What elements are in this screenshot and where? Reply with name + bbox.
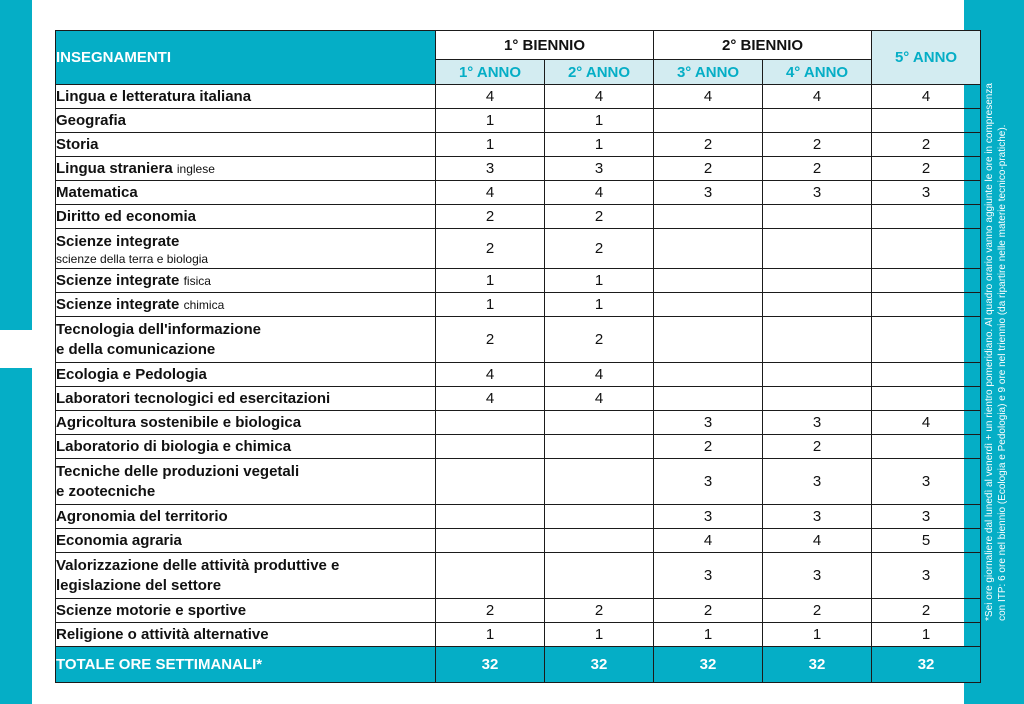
hours-cell: 4 bbox=[545, 85, 654, 109]
subject-cell bbox=[56, 293, 436, 317]
hours-cell bbox=[436, 435, 545, 459]
total-cell: 32 bbox=[436, 647, 545, 683]
subject-name: Lingua straniera bbox=[56, 159, 173, 177]
hours-cell: 3 bbox=[654, 411, 763, 435]
hours-cell: 2 bbox=[545, 229, 654, 269]
subject-name: Laboratorio di biologia e chimica bbox=[56, 437, 292, 455]
subject-cell bbox=[56, 411, 436, 435]
hours-cell: 1 bbox=[436, 623, 545, 647]
hours-cell bbox=[872, 205, 981, 229]
subject-name: Storia bbox=[56, 135, 99, 153]
hours-cell: 3 bbox=[763, 553, 872, 599]
hours-cell bbox=[763, 229, 872, 269]
subject-cell bbox=[56, 157, 436, 181]
hours-cell bbox=[545, 505, 654, 529]
hours-cell: 4 bbox=[763, 529, 872, 553]
hours-cell bbox=[545, 529, 654, 553]
hours-cell: 2 bbox=[654, 157, 763, 181]
hours-cell: 3 bbox=[654, 553, 763, 599]
hours-cell: 1 bbox=[872, 623, 981, 647]
subject-name: Laboratori tecnologici ed esercitazioni bbox=[56, 389, 331, 407]
subjects-header: INSEGNAMENTI bbox=[56, 31, 436, 85]
footnote-line: con ITP: 6 ore nel biennio (Ecologia e Pedologia) e 9 ore nel triennio (da ripartire nelle materie tecnico-pratiche). bbox=[997, 124, 1008, 621]
subject-name: Agricoltura sostenibile e biologica bbox=[56, 413, 302, 431]
table-row bbox=[56, 293, 981, 317]
footnote-line: *Sei ore giornaliere dal lunedì al venerdì + un rientro pomeridiano. Al quadro orario vanno aggiunte le ore in compresenza bbox=[984, 83, 995, 621]
hours-cell: 2 bbox=[436, 229, 545, 269]
hours-cell: 3 bbox=[872, 553, 981, 599]
subject-name: Lingua e letteratura italiana bbox=[56, 87, 252, 105]
hours-cell bbox=[872, 229, 981, 269]
hours-cell: 2 bbox=[763, 599, 872, 623]
hours-cell: 4 bbox=[436, 181, 545, 205]
hours-cell: 2 bbox=[545, 599, 654, 623]
hours-cell: 2 bbox=[872, 133, 981, 157]
hours-cell bbox=[654, 363, 763, 387]
hours-cell bbox=[654, 293, 763, 317]
hours-cell: 4 bbox=[436, 85, 545, 109]
subject-name: Agronomia del territorio bbox=[56, 507, 228, 525]
hours-cell: 3 bbox=[654, 505, 763, 529]
hours-cell: 1 bbox=[436, 269, 545, 293]
hours-cell bbox=[654, 229, 763, 269]
hours-cell bbox=[763, 109, 872, 133]
table-row bbox=[56, 387, 981, 411]
hours-cell bbox=[545, 459, 654, 505]
subject-name: Scienze integrate bbox=[56, 295, 180, 313]
hours-cell: 4 bbox=[545, 181, 654, 205]
total-label: TOTALE ORE SETTIMANALI* bbox=[56, 647, 436, 683]
hours-cell: 1 bbox=[654, 623, 763, 647]
hours-cell: 4 bbox=[436, 387, 545, 411]
hours-cell: 2 bbox=[872, 157, 981, 181]
subject-cell bbox=[56, 269, 436, 293]
subject-name-line2: legislazione del settore bbox=[56, 576, 222, 594]
table-row bbox=[56, 317, 981, 363]
hours-cell: 5 bbox=[872, 529, 981, 553]
quinto-anno-header: 5° ANNO bbox=[872, 31, 981, 85]
subject-cell bbox=[56, 133, 436, 157]
hours-cell: 1 bbox=[545, 293, 654, 317]
hours-cell: 1 bbox=[545, 109, 654, 133]
hours-cell: 2 bbox=[763, 435, 872, 459]
table-row bbox=[56, 157, 981, 181]
hours-cell bbox=[436, 553, 545, 599]
year-header: 1° ANNO bbox=[436, 60, 545, 85]
subject-name: Geografia bbox=[56, 111, 127, 129]
hours-cell: 3 bbox=[545, 157, 654, 181]
hours-cell: 2 bbox=[763, 157, 872, 181]
hours-cell: 4 bbox=[872, 411, 981, 435]
subject-note: chimica bbox=[183, 297, 225, 312]
biennio1-header: 1° BIENNIO bbox=[436, 31, 654, 60]
total-row bbox=[56, 647, 981, 683]
hours-cell bbox=[872, 269, 981, 293]
subject-name: Scienze integrate bbox=[56, 232, 180, 250]
hours-cell bbox=[436, 529, 545, 553]
subject-cell bbox=[56, 505, 436, 529]
hours-cell bbox=[654, 109, 763, 133]
subject-cell bbox=[56, 435, 436, 459]
hours-cell bbox=[545, 411, 654, 435]
hours-cell: 3 bbox=[654, 459, 763, 505]
hours-cell bbox=[763, 293, 872, 317]
hours-cell: 3 bbox=[436, 157, 545, 181]
table-row bbox=[56, 109, 981, 133]
subject-name: Economia agraria bbox=[56, 531, 182, 549]
hours-cell bbox=[763, 269, 872, 293]
table-body bbox=[56, 85, 981, 647]
hours-cell: 3 bbox=[763, 505, 872, 529]
hours-cell: 4 bbox=[545, 387, 654, 411]
hours-cell: 2 bbox=[763, 133, 872, 157]
hours-cell: 1 bbox=[436, 133, 545, 157]
hours-cell: 2 bbox=[436, 205, 545, 229]
table-row bbox=[56, 269, 981, 293]
table-row bbox=[56, 85, 981, 109]
hours-cell bbox=[654, 317, 763, 363]
subject-cell bbox=[56, 317, 436, 363]
hours-cell: 2 bbox=[654, 599, 763, 623]
hours-cell: 3 bbox=[872, 505, 981, 529]
hours-cell bbox=[872, 387, 981, 411]
hours-cell: 1 bbox=[545, 623, 654, 647]
hours-cell bbox=[872, 293, 981, 317]
hours-cell bbox=[872, 317, 981, 363]
table-row bbox=[56, 505, 981, 529]
hours-cell: 1 bbox=[436, 293, 545, 317]
hours-cell bbox=[763, 205, 872, 229]
hours-cell: 4 bbox=[654, 529, 763, 553]
table-row bbox=[56, 623, 981, 647]
hours-cell bbox=[872, 435, 981, 459]
table-row bbox=[56, 553, 981, 599]
table-row bbox=[56, 411, 981, 435]
table-row bbox=[56, 529, 981, 553]
subject-name: Religione o attività alternative bbox=[56, 625, 269, 643]
subject-cell bbox=[56, 181, 436, 205]
hours-cell bbox=[545, 553, 654, 599]
subject-name: Valorizzazione delle attività produttive e bbox=[56, 556, 340, 574]
subject-cell bbox=[56, 553, 436, 599]
total-cell: 32 bbox=[654, 647, 763, 683]
year-header: 3° ANNO bbox=[654, 60, 763, 85]
hours-cell: 3 bbox=[763, 411, 872, 435]
table-row bbox=[56, 181, 981, 205]
year-header: 2° ANNO bbox=[545, 60, 654, 85]
footnote bbox=[970, 0, 1022, 704]
subject-cell bbox=[56, 529, 436, 553]
hours-cell: 1 bbox=[436, 109, 545, 133]
hours-cell: 3 bbox=[654, 181, 763, 205]
hours-cell: 2 bbox=[545, 317, 654, 363]
hours-cell bbox=[654, 387, 763, 411]
table-row bbox=[56, 435, 981, 459]
total-cell: 32 bbox=[763, 647, 872, 683]
hours-cell: 4 bbox=[654, 85, 763, 109]
hours-cell: 2 bbox=[654, 133, 763, 157]
subject-cell bbox=[56, 387, 436, 411]
subject-note: inglese bbox=[176, 161, 215, 176]
hours-cell bbox=[654, 269, 763, 293]
subject-name: Ecologia e Pedologia bbox=[56, 365, 207, 383]
subject-name-line2: e zootecniche bbox=[56, 482, 156, 500]
subject-cell bbox=[56, 459, 436, 505]
subject-name: Tecnologia dell'informazione bbox=[56, 320, 261, 338]
subject-name: Scienze integrate bbox=[56, 271, 180, 289]
subject-cell bbox=[56, 109, 436, 133]
subject-cell bbox=[56, 599, 436, 623]
hours-cell bbox=[436, 459, 545, 505]
hours-cell: 3 bbox=[872, 459, 981, 505]
table-row bbox=[56, 599, 981, 623]
subject-note: scienze della terra e biologia bbox=[56, 251, 209, 266]
hours-cell: 2 bbox=[436, 599, 545, 623]
year-header: 4° ANNO bbox=[763, 60, 872, 85]
table-row bbox=[56, 205, 981, 229]
hours-cell: 2 bbox=[872, 599, 981, 623]
hours-cell: 3 bbox=[763, 459, 872, 505]
hours-cell: 2 bbox=[545, 205, 654, 229]
hours-cell bbox=[872, 109, 981, 133]
table-row bbox=[56, 459, 981, 505]
subject-cell bbox=[56, 85, 436, 109]
subject-cell bbox=[56, 205, 436, 229]
subject-name-line2: e della comunicazione bbox=[56, 340, 216, 358]
hours-cell bbox=[545, 435, 654, 459]
hours-cell bbox=[763, 363, 872, 387]
hours-cell: 4 bbox=[545, 363, 654, 387]
hours-cell: 1 bbox=[545, 133, 654, 157]
hours-cell: 3 bbox=[872, 181, 981, 205]
total-cell: 32 bbox=[545, 647, 654, 683]
subject-note: fisica bbox=[183, 273, 211, 288]
hours-cell bbox=[763, 317, 872, 363]
subject-cell bbox=[56, 363, 436, 387]
subject-name: Diritto ed economia bbox=[56, 207, 197, 225]
hours-cell: 2 bbox=[654, 435, 763, 459]
hours-cell bbox=[872, 363, 981, 387]
hours-cell: 2 bbox=[436, 317, 545, 363]
table-row bbox=[56, 229, 981, 269]
total-cell: 32 bbox=[872, 647, 981, 683]
timetable bbox=[55, 30, 981, 683]
hours-cell bbox=[654, 205, 763, 229]
subject-cell bbox=[56, 229, 436, 269]
subject-name: Scienze motorie e sportive bbox=[56, 601, 247, 619]
hours-cell: 4 bbox=[436, 363, 545, 387]
subject-name: Tecniche delle produzioni vegetali bbox=[56, 462, 300, 480]
hours-cell: 1 bbox=[763, 623, 872, 647]
biennio2-header: 2° BIENNIO bbox=[654, 31, 872, 60]
hours-cell: 4 bbox=[872, 85, 981, 109]
table-row bbox=[56, 133, 981, 157]
subject-cell bbox=[56, 623, 436, 647]
hours-cell bbox=[763, 387, 872, 411]
hours-cell: 4 bbox=[763, 85, 872, 109]
hours-cell bbox=[436, 411, 545, 435]
hours-cell: 1 bbox=[545, 269, 654, 293]
subject-name: Matematica bbox=[56, 183, 138, 201]
table-row bbox=[56, 363, 981, 387]
hours-cell: 3 bbox=[763, 181, 872, 205]
hours-cell bbox=[436, 505, 545, 529]
